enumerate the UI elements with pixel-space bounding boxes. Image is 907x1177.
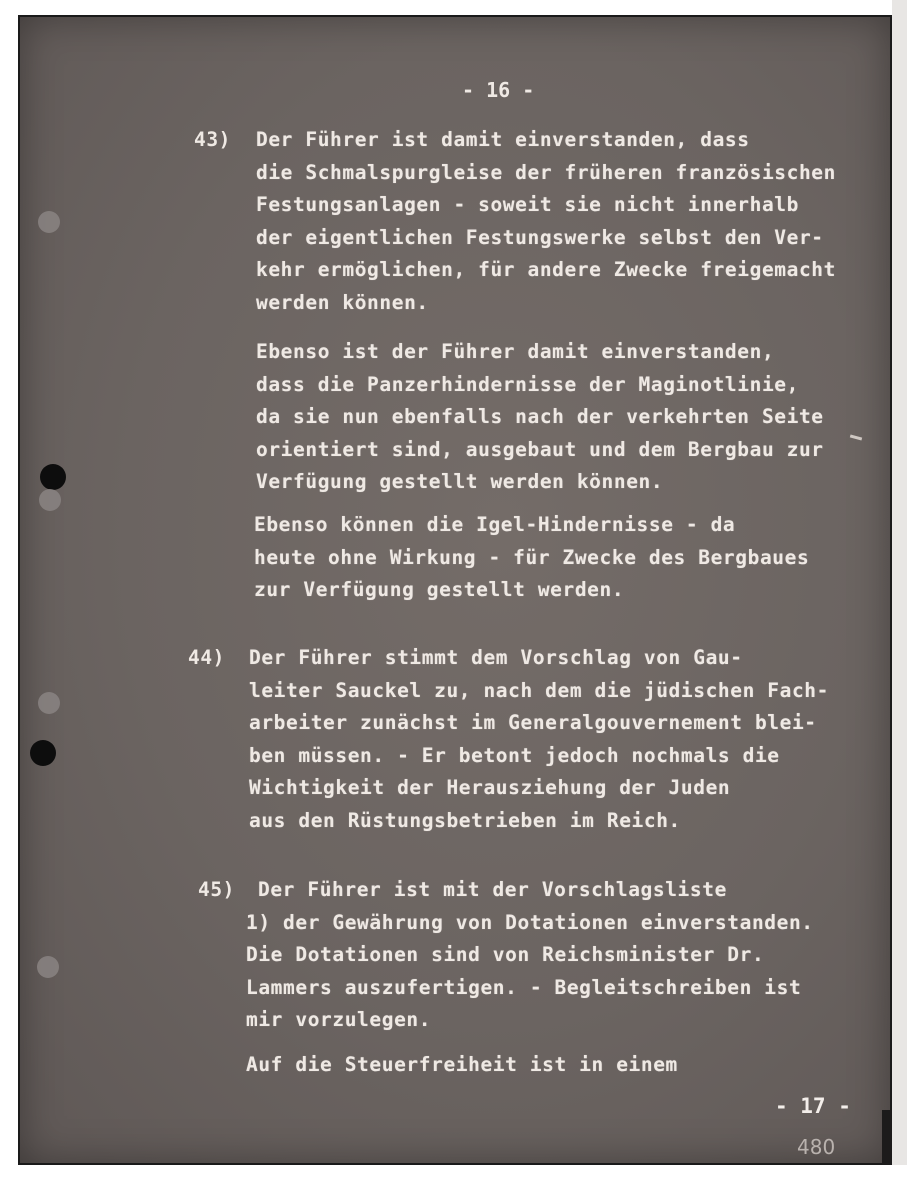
- paragraph: [249, 642, 829, 837]
- text-line: mir vorzulegen.: [246, 1008, 432, 1031]
- paragraph: [254, 509, 809, 607]
- paragraph: [246, 1049, 678, 1082]
- text-line: aus den Rüstungsbetrieben im Reich.: [249, 808, 681, 832]
- text-line: leiter Sauckel zu, nach dem die jüdischen Fach-: [249, 678, 829, 702]
- text-line: Lammers auszufertigen. - Begleitschreiben ist: [246, 975, 802, 999]
- text-line: heute ohne Wirkung - für Zwecke des Bergbaues: [254, 545, 810, 569]
- text-line: kehr ermöglichen, für andere Zwecke freigemacht: [256, 258, 836, 281]
- folio-number: 480: [797, 1135, 836, 1159]
- text-line: Verfügung gestellt werden können.: [256, 470, 664, 493]
- punch-hole-faint: [37, 956, 59, 978]
- punch-hole-faint: [38, 692, 60, 714]
- text-line: dass die Panzerhindernisse der Maginotlinie,: [256, 372, 799, 396]
- paragraph: [256, 336, 824, 499]
- text-line: Der Führer ist mit der Vorschlagsliste: [258, 878, 727, 901]
- text-line: Ebenso ist der Führer damit einverstanden,: [256, 340, 775, 363]
- text-line: die Schmalspurgleise der früheren französischen: [256, 160, 836, 184]
- punch-hole-faint: [39, 489, 61, 511]
- section-number: 45): [198, 878, 236, 901]
- text-line: Der Führer stimmt dem Vorschlag von Gau-: [249, 646, 743, 669]
- text-line: Festungsanlagen - soweit sie nicht innerhalb: [256, 193, 799, 216]
- text-line: ben müssen. - Er betont jedoch nochmals die: [249, 743, 780, 767]
- text-line: 1) der Gewährung von Dotationen einverstanden.: [246, 910, 814, 934]
- page-number-header: - 16 -: [462, 78, 535, 102]
- next-page-marker: - 17 -: [775, 1094, 851, 1118]
- text-line: Auf die Steuerfreiheit ist in einem: [246, 1053, 678, 1076]
- section-number: 43): [194, 128, 232, 151]
- page-edge-shadow: [882, 1110, 892, 1165]
- text-line: Die Dotationen sind von Reichsminister Dr.: [246, 943, 765, 966]
- text-line: Ebenso können die Igel-Hindernisse - da: [254, 513, 736, 536]
- text-line: Der Führer ist damit einverstanden, dass: [256, 128, 750, 151]
- punch-hole-faint: [38, 211, 60, 233]
- punch-hole: [30, 740, 56, 766]
- scan-margin-right: [892, 0, 907, 1165]
- text-line: orientiert sind, ausgebaut und dem Bergbau zur: [256, 437, 824, 461]
- text-line: arbeiter zunächst im Generalgouvernement blei-: [249, 711, 817, 734]
- text-line: der eigentlichen Festungswerke selbst den Ver-: [256, 225, 824, 249]
- section-number: 44): [188, 646, 226, 669]
- paragraph: [246, 874, 814, 1037]
- punch-hole: [40, 464, 66, 490]
- text-line: zur Verfügung gestellt werden.: [254, 578, 625, 601]
- text-line: werden können.: [256, 290, 429, 314]
- text-line: Wichtigkeit der Herausziehung der Juden: [249, 776, 731, 799]
- text-line: da sie nun ebenfalls nach der verkehrten Seite: [256, 405, 824, 428]
- paragraph: [256, 124, 836, 319]
